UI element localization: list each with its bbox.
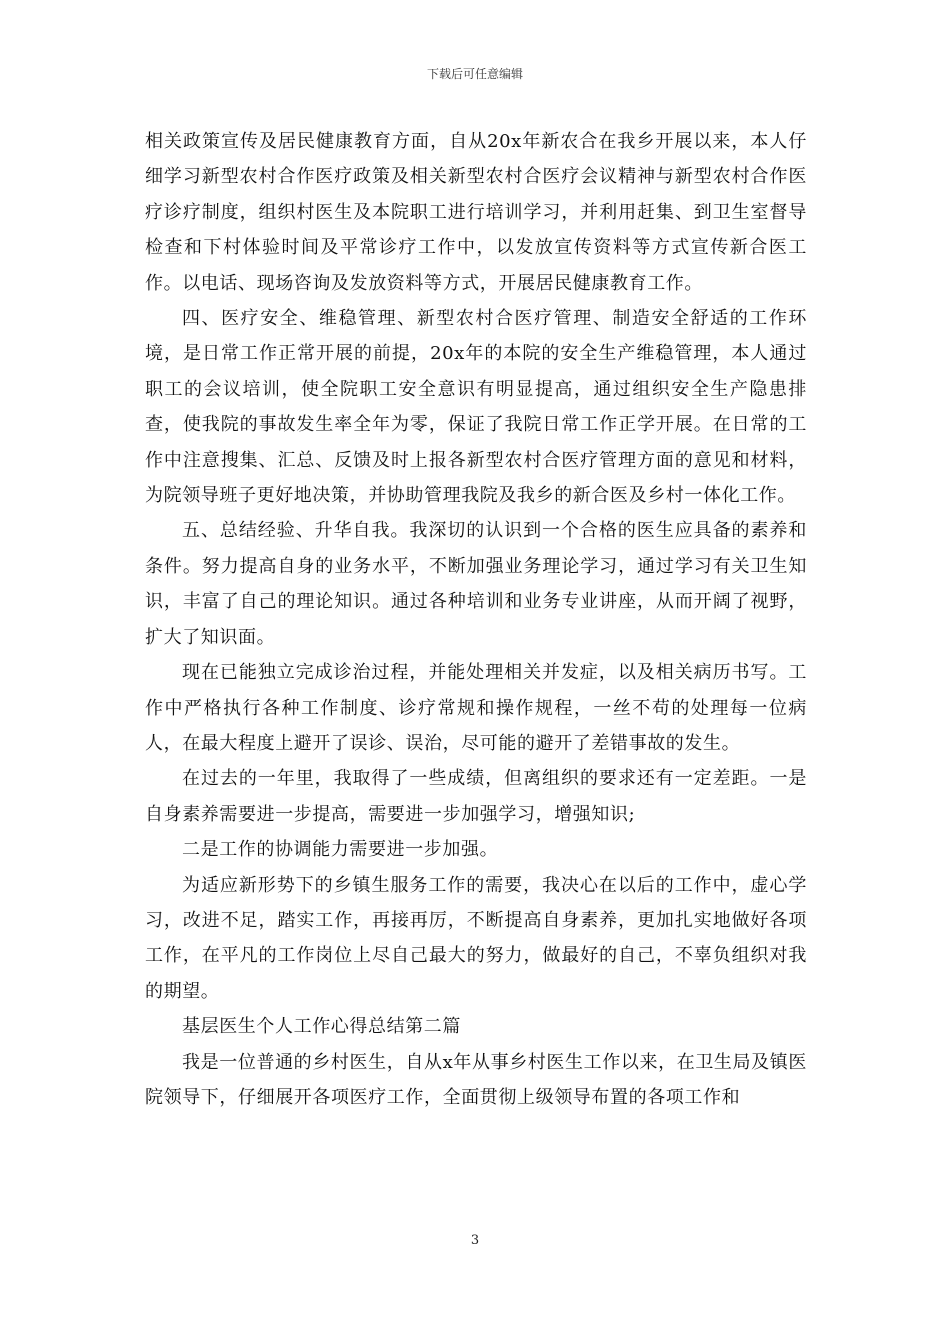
paragraph-2: 四、医疗安全、维稳管理、新型农村合医疗管理、制造安全舒适的工作环境，是日常工作正常开展的前提，20x年的本院的安全生产维稳管理，本人通过职工的会议培训，使全院职工安全意识有明显提高，通过组织安全生产隐患排查，使我院的事故发生率全年为零，保证了我院日常工作正学开展。在日常的工作中注意搜集、汇总、反馈及时上报各新型农村合医疗管理方面的意见和材料，为院领导班子更好地决策，并协助管理我院及我乡的新合医及乡村一体化工作。 xyxy=(145,308,807,507)
paragraph-8: 我是一位普通的乡村医生，自从x年从事乡村医生工作以来，在卫生局及镇医院领导下，仔细展开各项医疗工作，全面贯彻上级领导布置的各项工作和 xyxy=(145,1051,807,1108)
page-number: 3 xyxy=(470,1233,480,1248)
page-header: 下载后可任意编辑 xyxy=(426,67,523,81)
paragraph-1: 相关政策宣传及居民健康教育方面，自从20x年新农合在我乡开展以来，本人仔细学习新型农村合作医疗政策及相关新型农村合医疗会议精神与新型农村合作医疗诊疗制度，组织村医生及本院职工进行培训学习，并利用赶集、到卫生室督导检查和下村体验时间及平常诊疗工作中，以发放宣传资料等方式宣传新合医工作。以电话、现场咨询及发放资料等方式，开展居民健康教育工作。 xyxy=(145,131,807,294)
paragraph-6: 二是工作的协调能力需要进一步加强。 xyxy=(182,839,499,861)
section-heading: 基层医生个人工作心得总结第二篇 xyxy=(182,1016,461,1038)
paragraph-7: 为适应新形势下的乡镇生服务工作的需要，我决心在以后的工作中，虚心学习，改进不足，踏实工作，再接再厉，不断提高自身素养，更加扎实地做好各项工作，在平凡的工作岗位上尽自己最大的努力，做最好的自己，不辜负组织对我的期望。 xyxy=(145,874,807,1002)
paragraph-4: 现在已能独立完成诊治过程，并能处理相关并发症，以及相关病历书写。工作中严格执行各种工作制度、诊疗常规和操作规程，一丝不苟的处理每一位病人，在最大程度上避开了误诊、误治，尽可能的避开了差错事故的发生。 xyxy=(145,662,807,754)
paragraph-5: 在过去的一年里，我取得了一些成绩，但离组织的要求还有一定差距。一是自身素养需要进一步提高，需要进一步加强学习，增强知识; xyxy=(145,768,807,825)
document-body xyxy=(145,124,807,1115)
paragraph-3: 五、总结经验、升华自我。我深切的认识到一个合格的医生应具备的素养和条件。努力提高自身的业务水平，不断加强业务理论学习，通过学习有关卫生知识，丰富了自己的理论知识。通过各种培训和业务专业讲座，从而开阔了视野，扩大了知识面。 xyxy=(145,520,807,648)
